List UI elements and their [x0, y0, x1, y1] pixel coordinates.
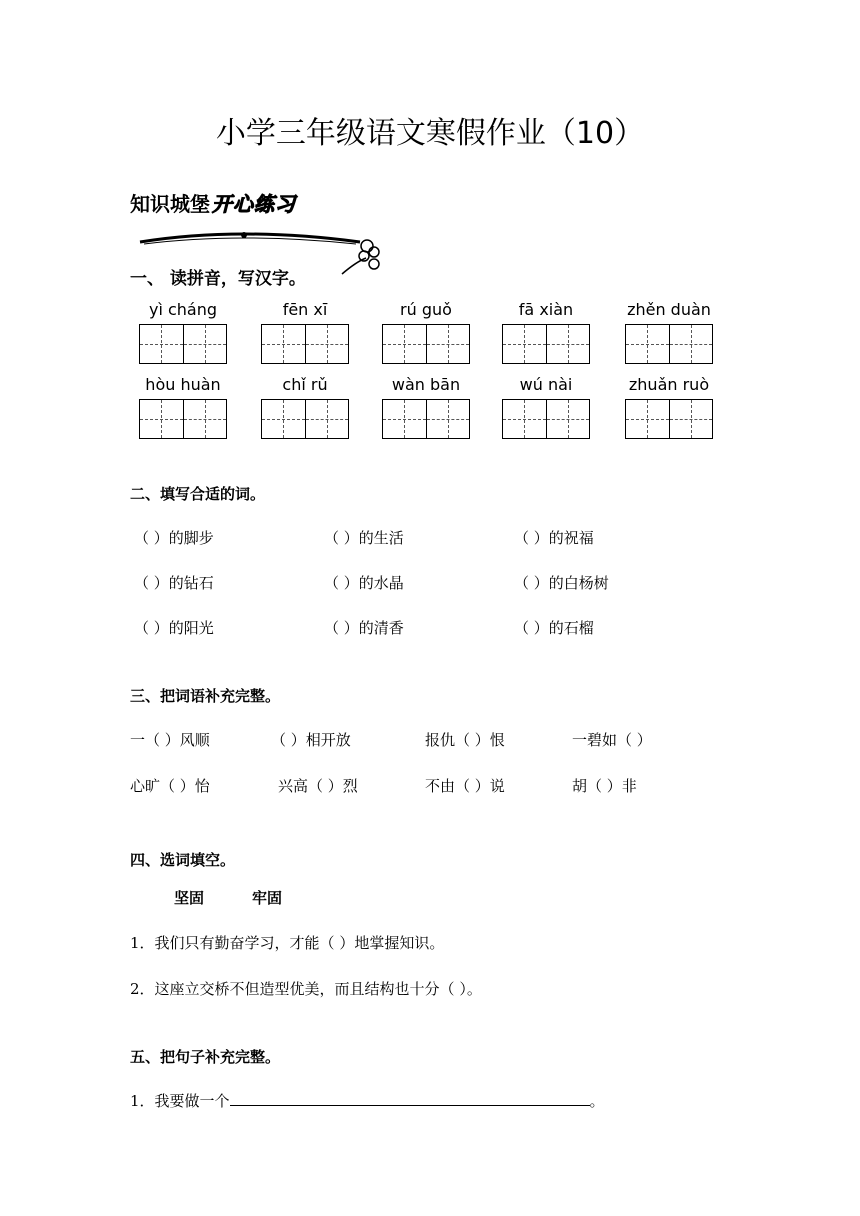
writing-grid[interactable]	[139, 324, 227, 364]
section4-heading: 四、选词填空。	[130, 851, 236, 869]
idiom-item[interactable]: 报仇（ ）恨	[425, 731, 505, 749]
pinyin-label: hòu huàn	[145, 375, 221, 394]
idiom-item[interactable]: 一碧如（ ）	[572, 731, 652, 749]
pinyin-label: wàn bān	[391, 375, 461, 394]
writing-grid[interactable]	[139, 399, 227, 439]
fill-item[interactable]: （ ）的生活	[324, 529, 404, 547]
sentence-suffix: 。	[589, 1092, 605, 1110]
writing-grid[interactable]	[625, 324, 713, 364]
pinyin-label: rú guǒ	[400, 300, 452, 319]
writing-grid[interactable]	[382, 324, 470, 364]
word-choice: 坚固	[174, 889, 205, 907]
section3-heading: 三、把词语补充完整。	[130, 687, 281, 705]
idiom-item[interactable]: 胡（ ）非	[572, 777, 637, 795]
fill-item[interactable]: （ ）的水晶	[324, 574, 404, 592]
writing-grid[interactable]	[261, 399, 349, 439]
fill-item[interactable]: （ ）的脚步	[134, 529, 214, 547]
writing-grid[interactable]	[502, 324, 590, 364]
fill-item[interactable]: （ ）的钻石	[134, 574, 214, 592]
fill-item[interactable]: （ ）的白杨树	[514, 574, 609, 592]
question-item[interactable]: 1．我们只有勤奋学习，才能（ ）地掌握知识。	[130, 934, 445, 952]
idiom-item[interactable]: 兴高（ ）烈	[278, 777, 358, 795]
page-title: 小学三年级语文寒假作业（10）	[215, 116, 645, 151]
section1-heading: 一、 读拼音，写汉字。	[130, 269, 306, 289]
fill-item[interactable]: （ ）的祝福	[514, 529, 594, 547]
sentence-prefix: 1．我要做一个	[130, 1092, 230, 1110]
fill-item[interactable]: （ ）的石榴	[514, 619, 594, 637]
writing-grid[interactable]	[625, 399, 713, 439]
banner-script-text: 开心练习	[212, 192, 296, 216]
writing-grid[interactable]	[382, 399, 470, 439]
pinyin-label: chǐ rǔ	[282, 375, 328, 394]
writing-grid[interactable]	[502, 399, 590, 439]
pinyin-label: wú nài	[519, 375, 573, 394]
word-choice: 牢固	[252, 889, 283, 907]
fill-item[interactable]: （ ）的阳光	[134, 619, 214, 637]
idiom-item[interactable]: 不由（ ）说	[425, 777, 505, 795]
fill-item[interactable]: （ ）的清香	[324, 619, 404, 637]
idiom-item[interactable]: 一（ ）风顺	[130, 731, 210, 749]
section2-heading: 二、填写合适的词。	[130, 485, 266, 503]
idiom-item[interactable]: 心旷（ ）怡	[130, 777, 210, 795]
pinyin-label: fēn xī	[282, 300, 328, 319]
pinyin-label: zhuǎn ruò	[628, 375, 710, 394]
section-banner	[130, 188, 296, 217]
writing-grid[interactable]	[261, 324, 349, 364]
pinyin-label: zhěn duàn	[627, 300, 711, 319]
pinyin-label: yì cháng	[148, 300, 218, 319]
banner-main-text: 知识城堡	[130, 192, 210, 216]
question-item[interactable]: 2．这座立交桥不但造型优美，而且结构也十分（ ）。	[130, 980, 482, 998]
section5-heading: 五、把句子补充完整。	[130, 1048, 281, 1066]
pinyin-label: fā xiàn	[518, 300, 574, 319]
sentence-item[interactable]	[130, 1090, 605, 1111]
idiom-item[interactable]: （ ）相开放	[271, 731, 351, 749]
answer-blank[interactable]	[230, 1091, 590, 1106]
